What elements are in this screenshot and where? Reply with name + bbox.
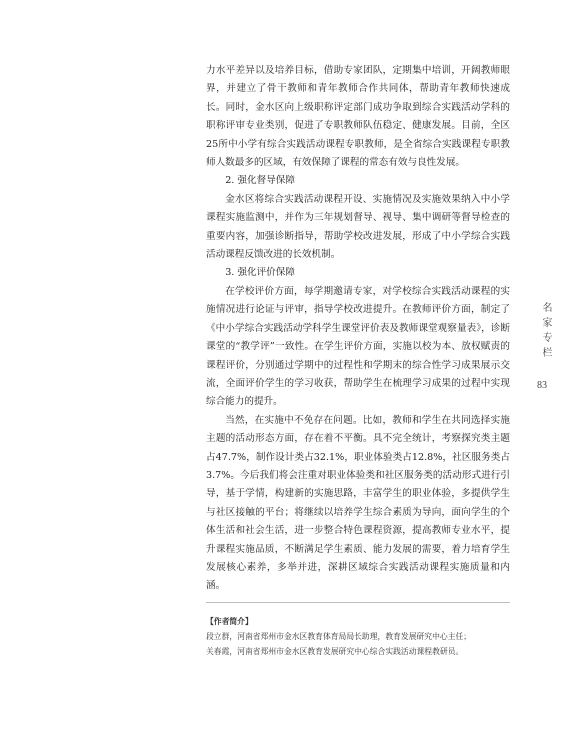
author-bio-line: 关春霞，河南省郑州市金水区教育发展研究中心综合实践活动课程教研员。 [206, 647, 464, 656]
author-bio-title: 【作者简介】 [206, 617, 253, 626]
column-name: 名家专栏 [540, 302, 551, 362]
paragraph: 当然，在实施中不免存在问题。比如，教师和学生在共同选择实施主题的活动形态方面，存在着不平衡。具不完全统计，考察探究类主题占47.7%，制作设计类占32.1%，职业体验类占12.8%，社区服务类占3.7%。今后我们将会注重对职业体验类和社区服务类的活动形式进行引导，基于学情，构建新的实施思路，丰富学生的职业体验，多提供学生与社区接触的平台；将继续以培养学生综合素质为导向，面向学生的个体生活和社会生活，进一步整合特色课程资源，提高教师专业水平，提升课程实施品质，不断满足学生素质、能力发展的需要，着力培育学生发展核心素养，多举并进，深耕区域综合实践活动课程实施质量和内涵。 [206, 414, 510, 592]
paragraph: 金水区将综合实践活动课程开设、实施情况及实施效果纳入中小学课程实施监测中，并作为三年规划督导、视导、集中调研等督导检查的重要内容，加强诊断指导，帮助学校改进发展，形成了中小学综合实践活动课程反馈改进的长效机制。 [206, 193, 510, 261]
page-number: 83 [537, 380, 547, 391]
author-bio-line: 段立群，河南省郑州市金水区教育体育局局长助理，教育发展研究中心主任； [206, 632, 472, 641]
section-heading: 2. 强化督导保障 [225, 175, 295, 187]
paragraph: 力水平差异以及培养目标，借助专家团队，定期集中培训，开阔教师眼界，并建立了骨干教师和青年教师合作共同体，帮助青年教师快速成长。同时，金水区向上级职称评定部门成功争取到综合实践活动学科的职称评审专业类别，促进了专职教师队伍稳定、健康发展。目前，全区25所中小学有综合实践活动课程专职教师，是全省综合实践课程专职教师人数最多的区域，有效保障了课程的常态有效与良性发展。 [206, 65, 510, 169]
divider [206, 602, 510, 603]
article-body [206, 62, 510, 596]
author-bio [206, 614, 510, 659]
paragraph: 在学校评价方面，每学期邀请专家，对学校综合实践活动课程的实施情况进行论证与评审，指导学校改进提升。在教师评价方面，制定了《中小学综合实践活动学科学生课堂评价表及教师课堂观察量表》，诊断课堂的“教学评”一致性。在学生评价方面，实施以校为本、放权赋责的课程评价，分别通过学期中的过程性和学期末的综合性学习成果展示交流，全面评价学生的学习收获，帮助学生在梳理学习成果的过程中实现综合能力的提升。 [206, 285, 510, 408]
section-heading: 3. 强化评价保障 [225, 267, 295, 279]
